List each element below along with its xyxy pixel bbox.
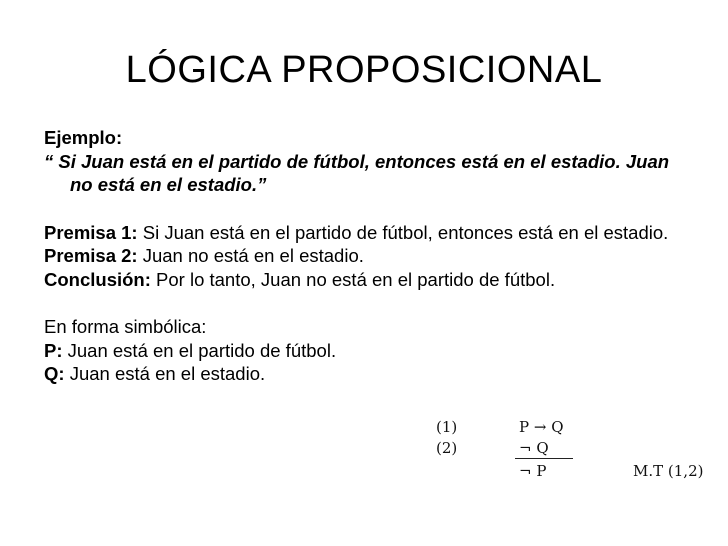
example-label	[44, 126, 694, 150]
conclusion-text: Por lo tanto, Juan no está en el partido de fútbol.	[150, 268, 556, 290]
derivation-rule-line	[515, 458, 573, 459]
premise-1-text: Si Juan está en el partido de fútbol, entonces está en el estadio.	[137, 221, 669, 243]
conclusion	[44, 268, 694, 292]
premise-2-text: Juan no está en el estadio.	[137, 245, 364, 266]
slide-body	[44, 126, 694, 386]
example-quote	[44, 150, 694, 197]
conclusion-label: Conclusión:	[44, 268, 151, 290]
spacer	[44, 197, 694, 221]
slide-title: LÓGICA PROPOSICIONAL	[125, 49, 603, 91]
symbolic-heading	[44, 315, 694, 339]
premise-2	[44, 244, 694, 268]
spacer	[44, 291, 694, 315]
symbol-p-label: P:	[44, 339, 63, 361]
symbol-p	[44, 339, 694, 363]
symbol-q-text: Juan está en el estadio.	[64, 363, 266, 384]
derivation-line-1-formula: P → Q	[519, 418, 564, 436]
symbol-p-text: Juan está en el partido de fútbol.	[62, 339, 337, 361]
example-label-text: Ejemplo:	[44, 127, 123, 148]
derivation-result: ¬ P	[519, 462, 547, 480]
premise-2-label: Premisa 2:	[44, 245, 138, 266]
symbol-q-label: Q:	[44, 363, 65, 384]
derivation-rule: M.T (1,2)	[633, 462, 704, 480]
derivation-line-2-number: (2)	[436, 439, 458, 457]
example-quote-text: “ Si Juan está en el partido de fútbol, entonces está en el estadio. Juan no está en el estadio.”	[44, 150, 670, 195]
symbol-q	[44, 362, 694, 386]
derivation-line-1-number: (1)	[436, 418, 458, 436]
premise-1	[44, 221, 694, 245]
premise-1-label: Premisa 1:	[44, 221, 138, 243]
derivation-line-2-formula: ¬ Q	[519, 439, 549, 457]
symbolic-heading-text: En forma simbólica:	[44, 316, 207, 337]
